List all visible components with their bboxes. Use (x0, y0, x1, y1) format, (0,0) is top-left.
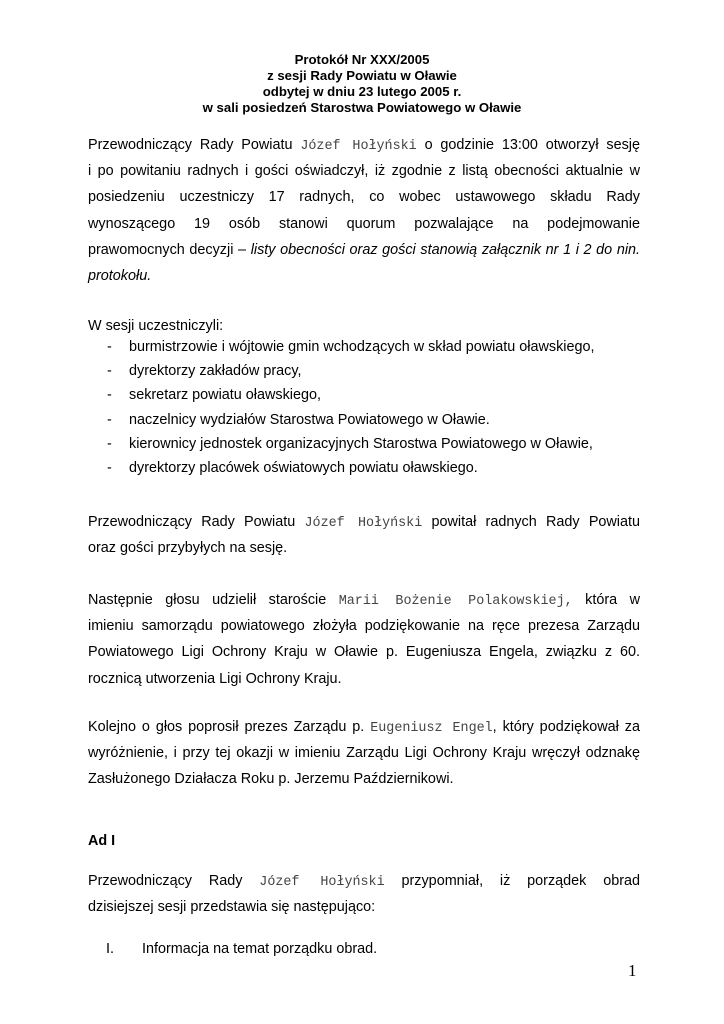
greeting-line-1: Przewodniczący Rady Powiatu Józef Hołyński powitał radnych Rady Powiatu (88, 514, 641, 531)
document-title (0, 52, 724, 116)
list-item: - burmistrzowie i wójtowie gmin wchodzących w skład powiatu oławskiego, (107, 339, 595, 355)
list-item: - dyrektorzy placówek oświatowych powiatu oławskiego. (107, 459, 478, 476)
greeting-line-2: oraz gości przybyłych na sesję. (88, 540, 288, 557)
starost-paragraph (88, 587, 640, 692)
opening-line-4: wynoszącego 19 osób stanowi quorum pozwalające na podejmowanie (88, 215, 640, 232)
participants-intro: W sesji uczestniczyli: (88, 318, 224, 334)
title-line-4: w sali posiedzeń Starostwa Powiatowego w Oławie (202, 100, 522, 115)
opening-line-6: protokołu. (88, 267, 152, 284)
list-item: - naczelnicy wydziałów Starostwa Powiatowego w Oławie. (107, 411, 490, 428)
president-paragraph (88, 714, 640, 793)
greeting-paragraph (88, 509, 640, 561)
opening-line-5: prawomocnych decyzji – listy obecności oraz gości stanowią załącznik nr 1 i 2 do nin. (88, 241, 641, 258)
chairman-name: Józef Hołyński (300, 139, 417, 154)
starost-line-2: imieniu samorządu powiatowego złożyła podziękowanie na ręce prezesa Zarządu (88, 618, 640, 635)
chairman-name: Józef Hołyński (259, 875, 385, 890)
starost-line-3: Powiatowego Ligi Ochrony Kraju w Oławie p. Eugeniusza Engela, związku z 60. (88, 644, 640, 661)
list-item: - dyrektorzy zakładów pracy, (107, 363, 302, 380)
president-line-1: Kolejno o głos poprosił prezes Zarządu p. Eugeniusz Engel, który podziękował za (88, 719, 640, 736)
list-item: - kierownicy jednostek organizacyjnych Starostwa Powiatowego w Oławie, (107, 435, 593, 452)
agenda-item-number: I. (106, 941, 114, 957)
title-line-2: z sesji Rady Powiatu w Oławie (267, 68, 457, 83)
opening-line-2: i po powitaniu radnych i gości oświadczył, iż zgodnie z listą obecności aktualnie w (88, 163, 640, 180)
opening-line-3: posiedzeniu uczestniczy 17 radnych, co wobec ustawowego składu Rady (88, 189, 640, 206)
title-line-3: odbytej w dniu 23 lutego 2005 r. (262, 84, 462, 99)
president-name: Eugeniusz Engel (370, 721, 493, 736)
starost-line-1: Następnie głosu udzielił staroście Marii Bożenie Polakowskiej, która w (88, 592, 641, 609)
chairman-name: Józef Hołyński (304, 516, 423, 531)
section-heading: Ad I (88, 833, 116, 849)
agenda-intro-line-1: Przewodniczący Rady Józef Hołyński przypomniał, iż porządek obrad (88, 873, 641, 890)
president-line-3: Zasłużonego Działacza Roku p. Jerzemu Październikowi. (88, 771, 454, 788)
opening-line-1: Przewodniczący Rady Powiatu Józef Hołyński o godzinie 13:00 otworzył sesję (88, 137, 640, 154)
starost-line-4: rocznicą utworzenia Ligi Ochrony Kraju. (88, 670, 342, 687)
agenda-intro-paragraph (88, 868, 640, 920)
starost-name: Marii Bożenie Polakowskiej, (338, 594, 573, 609)
participants-list (88, 335, 648, 480)
agenda-item-text: Informacja na temat porządku obrad. (142, 941, 378, 957)
list-item: - sekretarz powiatu oławskiego, (107, 387, 321, 404)
agenda-intro-line-2: dzisiejszej sesji przedstawia się następująco: (88, 899, 376, 916)
title-line-1: Protokół Nr XXX/2005 (294, 52, 430, 67)
opening-paragraph (88, 132, 640, 289)
president-line-2: wyróżnienie, i przy tej okazji w imieniu Zarządu Ligi Ochrony Kraju wręczył odznakę (88, 745, 640, 762)
page-number: 1 (628, 961, 637, 980)
